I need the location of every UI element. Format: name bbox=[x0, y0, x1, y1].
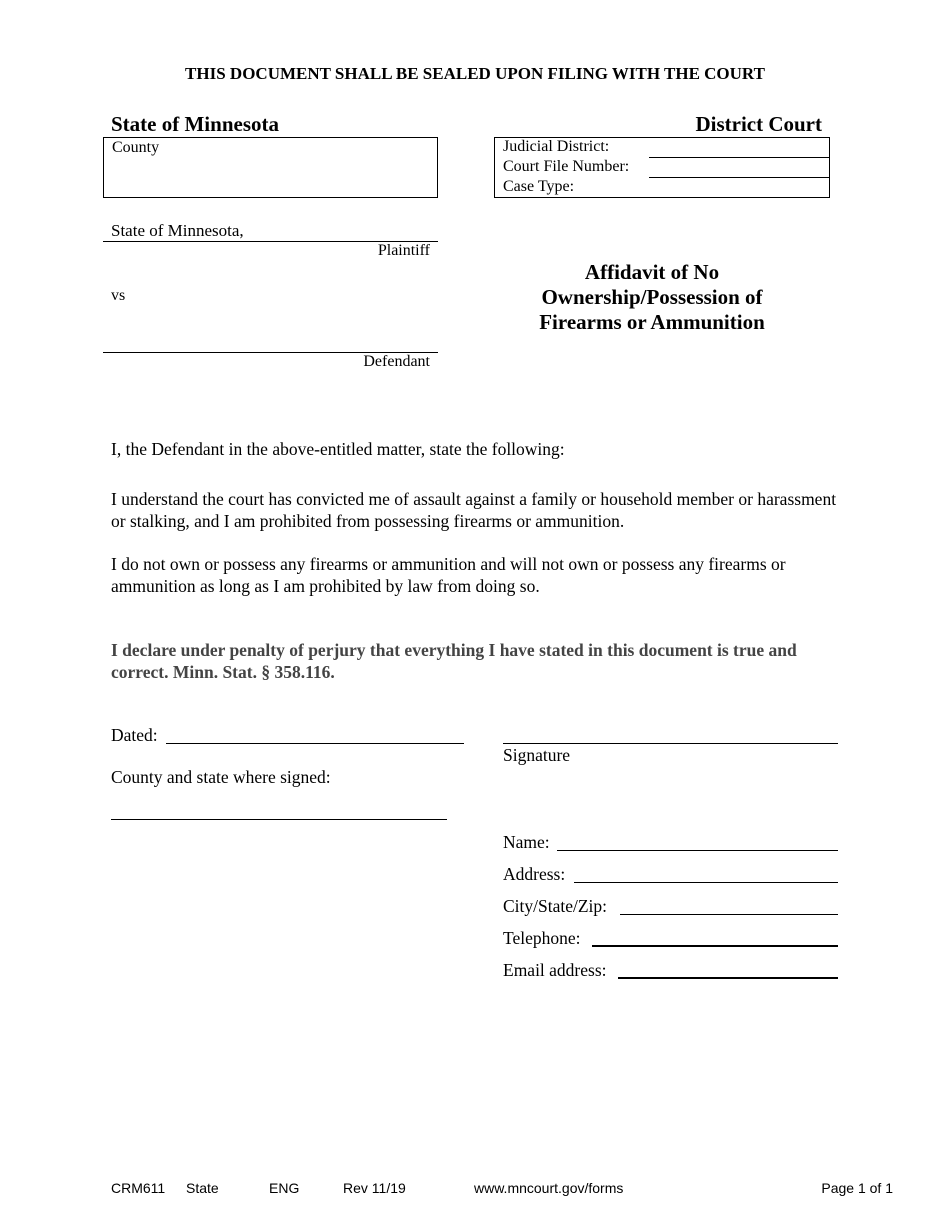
no-possession-statement: I do not own or possess any firearms or ammunition and will not own or possess any firearms or ammunition as long as I am prohibited by law from doing so. bbox=[111, 554, 786, 596]
footer-category: State bbox=[186, 1180, 219, 1196]
state-heading: State of Minnesota bbox=[111, 112, 279, 136]
case-type-row bbox=[495, 178, 829, 198]
name-label: Name: bbox=[503, 832, 550, 852]
footer-form-id: CRM611 bbox=[111, 1180, 166, 1196]
footer-url[interactable]: www.mncourt.gov/forms bbox=[474, 1180, 624, 1196]
court-info-box bbox=[494, 137, 830, 198]
footer-page-number: Page 1 of 1 bbox=[821, 1180, 893, 1196]
county-label: County bbox=[112, 139, 160, 156]
county-state-label: County and state where signed: bbox=[111, 767, 331, 787]
judicial-district-row bbox=[495, 138, 829, 158]
email-label: Email address: bbox=[503, 960, 607, 980]
judicial-district-label: Judicial District: bbox=[503, 138, 610, 155]
plaintiff-name: State of Minnesota, bbox=[111, 221, 244, 240]
case-type-label: Case Type: bbox=[503, 178, 575, 195]
defendant-role: Defendant bbox=[363, 353, 430, 370]
footer-revision: Rev 11/19 bbox=[343, 1180, 406, 1196]
dated-field bbox=[111, 725, 158, 746]
plaintiff-role: Plaintiff bbox=[377, 242, 430, 259]
telephone-input-line[interactable] bbox=[592, 945, 838, 947]
intro-statement: I, the Defendant in the above-entitled matter, state the following: bbox=[111, 439, 565, 459]
signature-line[interactable] bbox=[503, 743, 838, 744]
county-state-input-line[interactable] bbox=[111, 819, 447, 820]
address-label: Address: bbox=[503, 864, 566, 884]
form-title bbox=[494, 260, 810, 335]
email-input-line[interactable] bbox=[618, 977, 838, 979]
name-input-line[interactable] bbox=[557, 850, 838, 851]
court-file-number-label: Court File Number: bbox=[503, 158, 630, 175]
signature-label: Signature bbox=[503, 745, 571, 765]
address-input-line[interactable] bbox=[574, 882, 838, 883]
sealed-banner: THIS DOCUMENT SHALL BE SEALED UPON FILING WITH THE COURT bbox=[185, 64, 765, 83]
form-title-line3: Firearms or Ammunition bbox=[539, 310, 765, 334]
dated-input-line[interactable] bbox=[166, 743, 464, 744]
form-title-line2: Ownership/Possession of bbox=[541, 285, 763, 309]
perjury-declaration: I declare under penalty of perjury that everything I have stated in this document is true and correct. Minn. Stat. § 358.116. bbox=[111, 640, 797, 682]
city-state-zip-label: City/State/Zip: bbox=[503, 896, 608, 916]
versus-label: vs bbox=[111, 287, 126, 304]
county-box[interactable] bbox=[103, 137, 438, 198]
conviction-statement: I understand the court has convicted me of assault against a family or household member or harassment or stalking, and I am prohibited from possessing firearms or ammunition. bbox=[111, 489, 837, 531]
telephone-label: Telephone: bbox=[503, 928, 581, 948]
court-heading: District Court bbox=[695, 112, 822, 136]
form-title-line1: Affidavit of No bbox=[584, 260, 720, 284]
city-state-zip-input-line[interactable] bbox=[620, 914, 838, 915]
footer-language: ENG bbox=[269, 1180, 300, 1196]
court-file-number-row bbox=[495, 158, 829, 178]
dated-label: Dated: bbox=[111, 725, 158, 745]
